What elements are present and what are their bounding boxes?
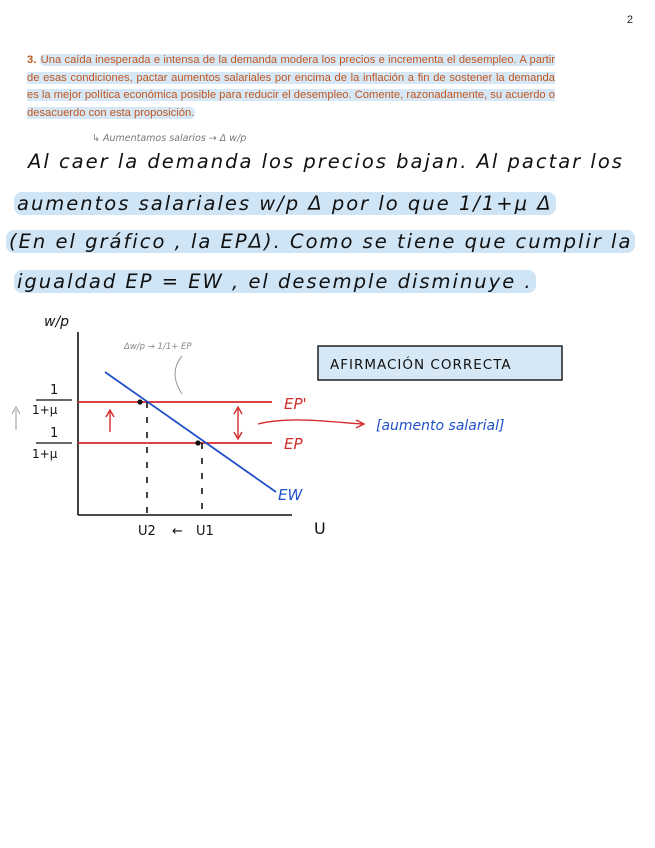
ep1-label: EP' <box>284 395 307 413</box>
answer-line-1-text: Al caer la demanda los precios bajan. Al pactar los <box>28 150 624 173</box>
afirmacion-label: AFIRMACIÓN CORRECTA <box>330 357 512 373</box>
tick-bottom-den: 1+μ <box>32 447 58 461</box>
x-axis-label: U <box>314 519 326 538</box>
x-tick-u1: U1 <box>196 524 214 539</box>
graph-annotation: Δw/p → 1/1+ EP <box>124 342 192 352</box>
x-tick-arrow: ← <box>172 524 183 539</box>
ep-label: EP <box>284 435 303 453</box>
page-number: 2 <box>626 14 633 26</box>
y-axis-label: w/p <box>44 314 70 330</box>
ew-line <box>105 372 276 492</box>
question-body: Una caída inesperada e intensa de la demanda modera los precios e incrementa el desempleo. A partir de esas condiciones, pactar aumentos salariales por encima de la inflación a fin de sostener la demanda es la mejor política económica posible para reducir el desempleo. Comente, razonadamente, su acuerdo o desacuerdo con esta proposición. <box>27 54 555 119</box>
intersection-dot-1 <box>137 399 142 404</box>
intersection-dot-2 <box>195 440 200 445</box>
margin-note: ↳ Aumentamos salarios → Δ w/p <box>92 133 247 144</box>
answer-line-2-text: aumentos salariales w/p Δ por lo que 1/1+μ Δ <box>14 192 556 215</box>
tick-top-num: 1 <box>50 383 59 398</box>
tick-bottom-num: 1 <box>50 426 59 441</box>
answer-line-3-text: (En el gráfico , la EPΔ). Como se tiene que cumplir la <box>6 230 635 253</box>
red-pointer-arrow <box>258 420 362 424</box>
answer-line-4-text: igualdad EP = EW , el desemple disminuye . <box>14 270 536 293</box>
x-tick-u2: U2 <box>138 524 156 539</box>
question-number: 3. <box>27 54 37 66</box>
bracket-label: [aumento salarial] <box>376 418 505 434</box>
tick-top-den: 1+μ <box>32 403 58 417</box>
annotation-pointer <box>175 356 182 394</box>
ew-label: EW <box>278 486 303 504</box>
